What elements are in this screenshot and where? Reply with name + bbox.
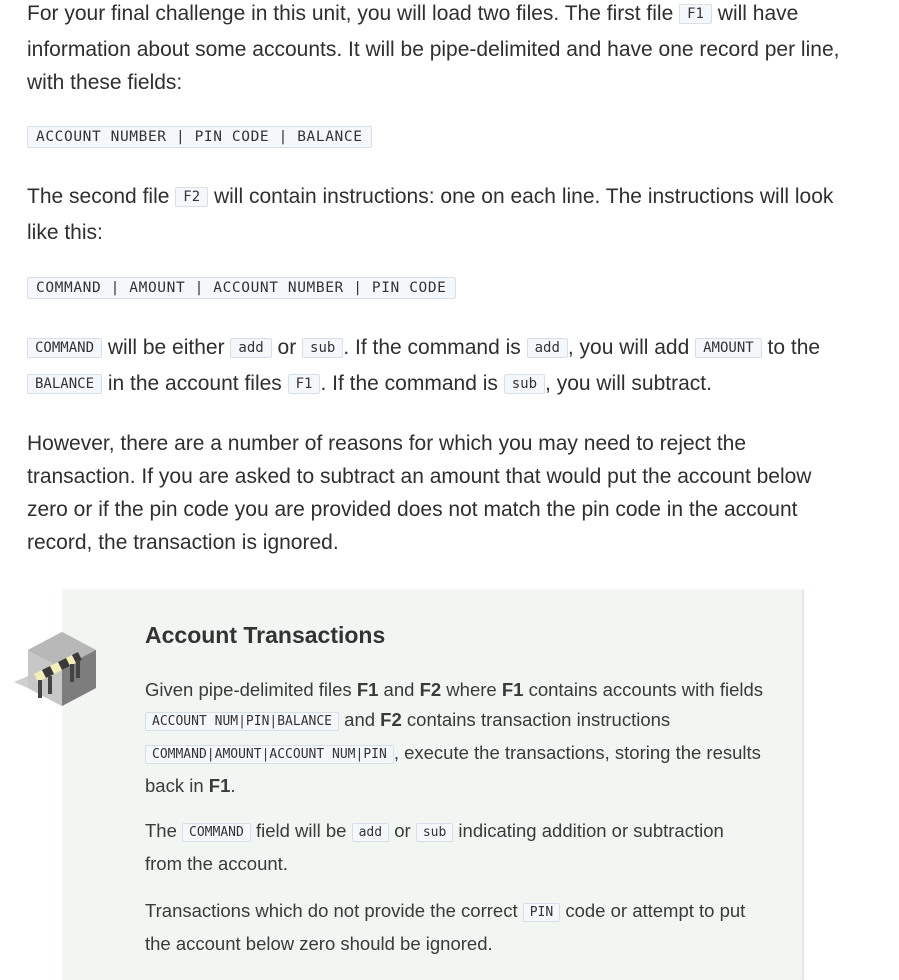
inline-code: AMOUNT [695, 338, 762, 358]
text: . [230, 775, 236, 796]
bold-text: F1 [208, 775, 231, 796]
intro-paragraph-4: However, there are a number of reasons for which you may need to reject the transaction. If you are asked to subtract an amount that would put the account below zero or if the pin code you are provided does not match the pin code in the account record, the transaction is ignored. [27, 432, 812, 554]
text: The second file [27, 185, 176, 208]
intro-paragraph-1 [27, 0, 847, 99]
intro-paragraph-3 [27, 331, 847, 403]
text: and [339, 709, 381, 730]
inline-code: add [527, 338, 568, 358]
text: Transactions which do not provide the correct [145, 900, 523, 921]
text: , you will subtract. [545, 372, 712, 395]
inline-code-f1: F1 [679, 4, 712, 24]
text: and [378, 679, 420, 700]
callout-paragraph-1 [145, 675, 765, 801]
text: , you will add [567, 336, 696, 359]
text: Given pipe-delimited files [145, 679, 357, 700]
intro-paragraph-2 [27, 180, 847, 249]
text: to the [761, 336, 821, 359]
callout-paragraph-2 [145, 816, 765, 879]
barrier-icon-graphic [14, 630, 98, 710]
callout-paragraph-3 [145, 896, 765, 959]
text: will contain instructions: one on each line. The instructions will look like this: [27, 185, 834, 244]
text: where [441, 679, 502, 700]
text: . If the command is [343, 336, 527, 359]
text: indicating addition or subtraction from the account. [145, 820, 724, 874]
inline-code-f2: F2 [175, 187, 208, 207]
inline-code: BALANCE [27, 374, 102, 394]
inline-code: ACCOUNT NUM|PIN|BALANCE [145, 712, 339, 731]
bold-text: F2 [380, 709, 402, 730]
text: will have information about some accounts. It will be pipe-delimited and have one record per line, with these fields: [27, 2, 840, 94]
text: For your final challenge in this unit, you will load two files. The first file [27, 2, 680, 25]
inline-code: COMMAND [27, 338, 102, 358]
challenge-callout [63, 590, 804, 980]
inline-code: sub [302, 338, 343, 358]
text: , execute the transactions, storing the results back in [145, 742, 761, 796]
account-format-code: ACCOUNT NUMBER | PIN CODE | BALANCE [27, 126, 372, 148]
text: code or attempt to put the account below zero should be ignored. [145, 900, 746, 954]
inline-code: sub [504, 374, 545, 394]
challenge-barrier-icon [14, 630, 98, 710]
bold-text: F2 [419, 679, 442, 700]
inline-code: COMMAND [182, 823, 251, 842]
inline-code: sub [416, 823, 453, 842]
text: in the account files [102, 372, 288, 395]
text: The [145, 820, 183, 841]
inline-code: F1 [288, 374, 321, 394]
bold-text: F1 [501, 679, 524, 700]
text: or [389, 820, 416, 841]
text: or [271, 336, 303, 359]
instruction-format-code: COMMAND | AMOUNT | ACCOUNT NUMBER | PIN CODE [27, 277, 456, 299]
inline-code: PIN [523, 903, 560, 922]
text: contains accounts with fields [523, 679, 764, 700]
bold-text: F1 [356, 679, 379, 700]
text: field will be [250, 820, 352, 841]
text: contains transaction instructions [401, 709, 671, 730]
text: will be either [102, 336, 231, 359]
inline-code: add [230, 338, 271, 358]
callout-title: Account Transactions [145, 622, 386, 648]
inline-code: add [352, 823, 389, 842]
inline-code: COMMAND|AMOUNT|ACCOUNT NUM|PIN [145, 745, 394, 764]
text: . If the command is [320, 372, 504, 395]
